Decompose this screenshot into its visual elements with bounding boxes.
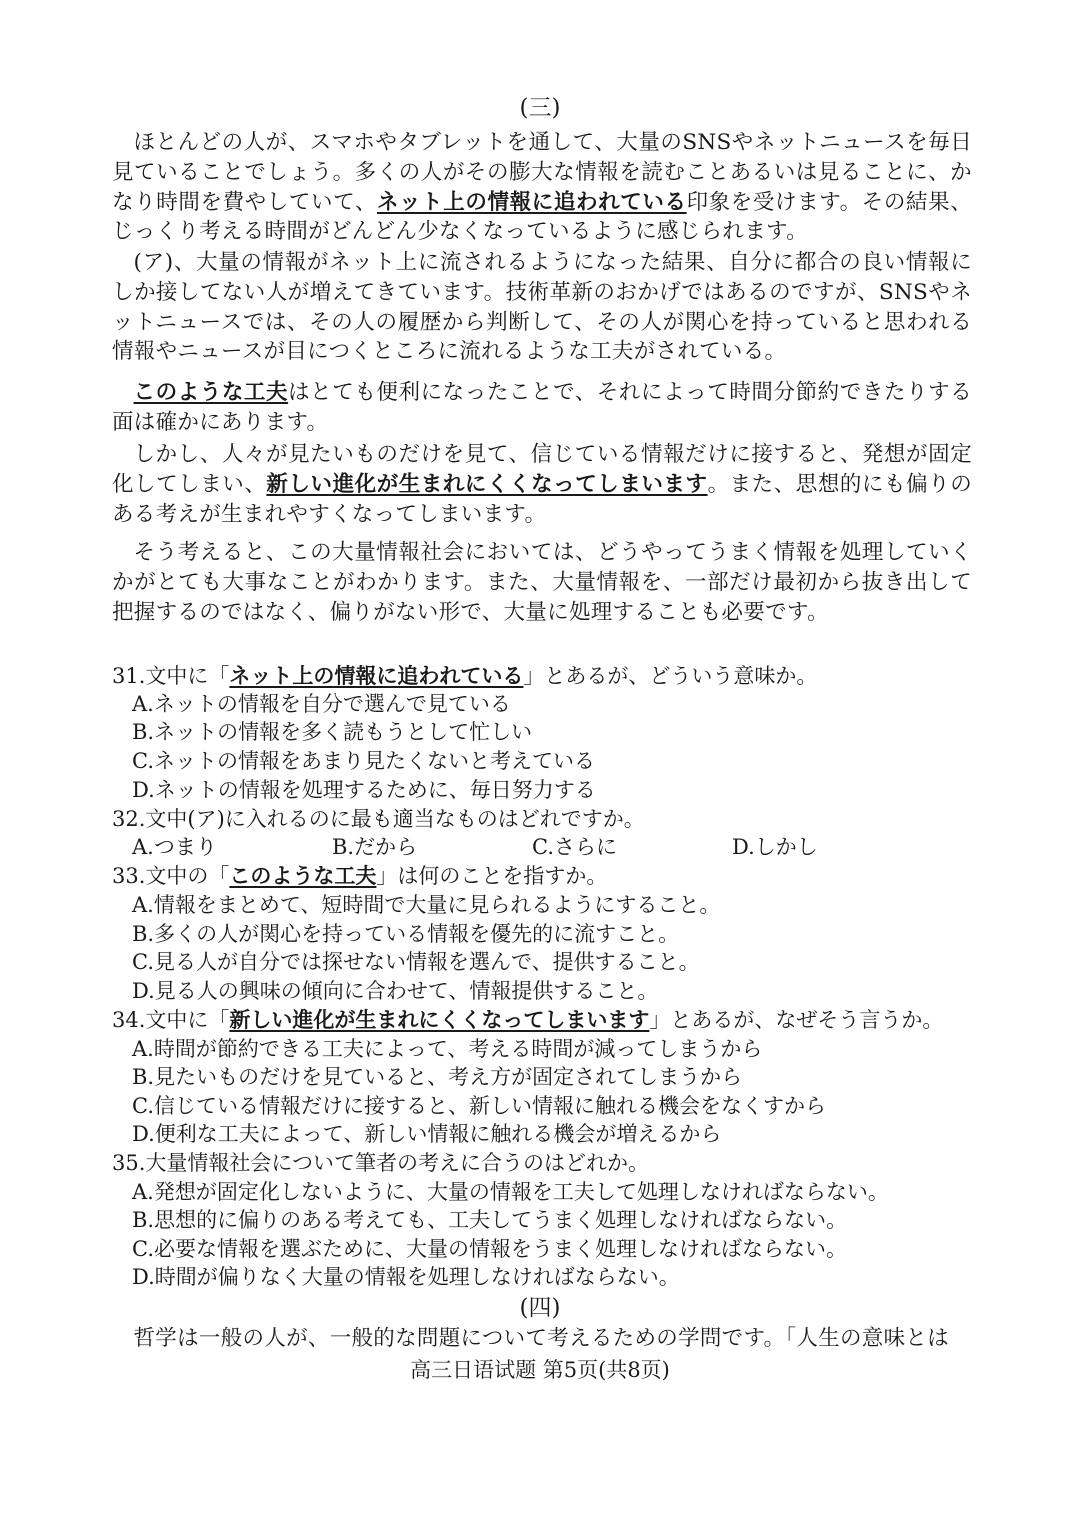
q31-option-d: D.ネットの情報を処理するために、毎日努力する (132, 778, 596, 802)
q34-option-c: C.信じている情報だけに接すると、新しい情報に触れる機会をなくすから (132, 1094, 826, 1118)
question-31-underlined: ネット上の情報に追われている (229, 663, 524, 688)
q33-option-c: C.見る人が自分では探せない情報を選んで、提供すること。 (132, 950, 700, 974)
q33-option-b: B.多くの人が関心を持っている情報を優先的に流すこと。 (132, 922, 680, 946)
question-32: 32.文中(ア)に入れるのに最も適当なものはどれですか。 (112, 807, 645, 831)
q33-option-a: A.情報をまとめて、短時間で大量に見られるようにすること。 (132, 893, 721, 917)
q32-option-a: A.つまり (132, 835, 217, 859)
q35-option-a: A.発想が固定化しないように、大量の情報を工夫して処理しなければならない。 (132, 1180, 889, 1204)
underlined-phrase-1: ネット上の情報に追われている (376, 189, 687, 215)
q31-option-a: A.ネットの情報を自分で選んで見ている (132, 692, 511, 716)
q34-option-d: D.便利な工夫によって、新しい情報に触れる機会が増えるから (132, 1122, 722, 1146)
q32-option-d: D.しかし (732, 835, 818, 859)
q31-option-b: B.ネットの情報を多く読もうとして忙しい (132, 720, 533, 744)
q35-option-c: C.必要な情報を選ぶために、大量の情報をうまく処理しなければならない。 (132, 1237, 847, 1261)
question-34-underlined: 新しい進化が生まれにくくなってしまいます (229, 1007, 650, 1032)
section-title-3: (三) (519, 95, 561, 121)
q32-option-b: B.だから (332, 835, 418, 859)
passage-paragraph-2: (ア)、大量の情報がネット上に流されるようになった結果、自分に都合の良い情報にしか接してない人が増えてきています。技術革新のおかげではあるのですが、SNSやネットニュースでは、その人の履歴から判断して、その人が関心を持っていると思われる情報やニュースが目につくところに流れるような工夫がされている。 (112, 250, 972, 365)
passage-paragraph-3: このような工夫はとても便利になったことで、それによって時間分節約できたりする面は確かにあります。 (112, 380, 972, 435)
question-35: 35.大量情報社会について筆者の考えに合うのはどれか。 (112, 1151, 649, 1175)
question-31: 31.文中に「ネット上の情報に追われている」とあるが、どういう意味か。 (112, 663, 818, 688)
passage-paragraph-4: しかし、人々が見たいものだけを見て、信じている情報だけに接すると、発想が固定化してしまい、新しい進化が生まれにくくなってしまいます。また、思想的にも偏りのある考えが生まれやすくなってしまいます。 (112, 442, 972, 527)
question-33: 33.文中の「このような工夫」は何のことを指すか。 (112, 863, 608, 888)
q33-option-d: D.見る人の興味の傾向に合わせて、情報提供すること。 (132, 979, 659, 1003)
passage-paragraph-5: そう考えると、この大量情報社会においては、どうやってうまく情報を処理していくかがとても大事なことがわかります。また、大量情報を、一部だけ最初から抜き出して把握するのではなく、偏りがない形で、大量に処理することも必要です。 (112, 540, 972, 625)
question-34: 34.文中に「新しい進化が生まれにくくなってしまいます」とあるが、なぜそう言うか。 (112, 1007, 944, 1032)
q31-option-c: C.ネットの情報をあまり見たくないと考えている (132, 749, 595, 773)
passage4-first-line: 哲学は一般の人が、一般的な問題について考えるための学問です。「人生の意味とは (133, 1326, 950, 1351)
passage-paragraph-1: ほとんどの人が、スマホやタブレットを通して、大量のSNSやネットニュースを毎日見ていることでしょう。多くの人がその膨大な情報を読むことあるいは見ることに、かなり時間を費やしていて、ネット上の情報に追われている印象を受けます。その結果、じっくり考える時間がどんどん少なくなっているように感じられます。 (112, 130, 973, 245)
underlined-phrase-3: 新しい進化が生まれにくくなってしまいます (266, 471, 708, 497)
q32-option-c: C.さらに (532, 835, 617, 859)
underlined-phrase-2: このような工夫 (133, 380, 289, 405)
q35-option-b: B.思想的に偏りのある考えても、工夫してうまく処理しなければならない。 (132, 1208, 848, 1232)
section-title-4: (四) (519, 1295, 561, 1321)
question-33-underlined: このような工夫 (229, 863, 377, 888)
q35-option-d: D.時間が偏りなく大量の情報を処理しなければならない。 (132, 1265, 680, 1289)
q34-option-a: A.時間が節約できる工夫によって、考える時間が減ってしまうから (132, 1037, 763, 1061)
q34-option-b: B.見たいものだけを見ていると、考え方が固定されてしまうから (132, 1065, 743, 1089)
page-footer: 高三日语试题 第5页(共8页) (410, 1358, 670, 1382)
